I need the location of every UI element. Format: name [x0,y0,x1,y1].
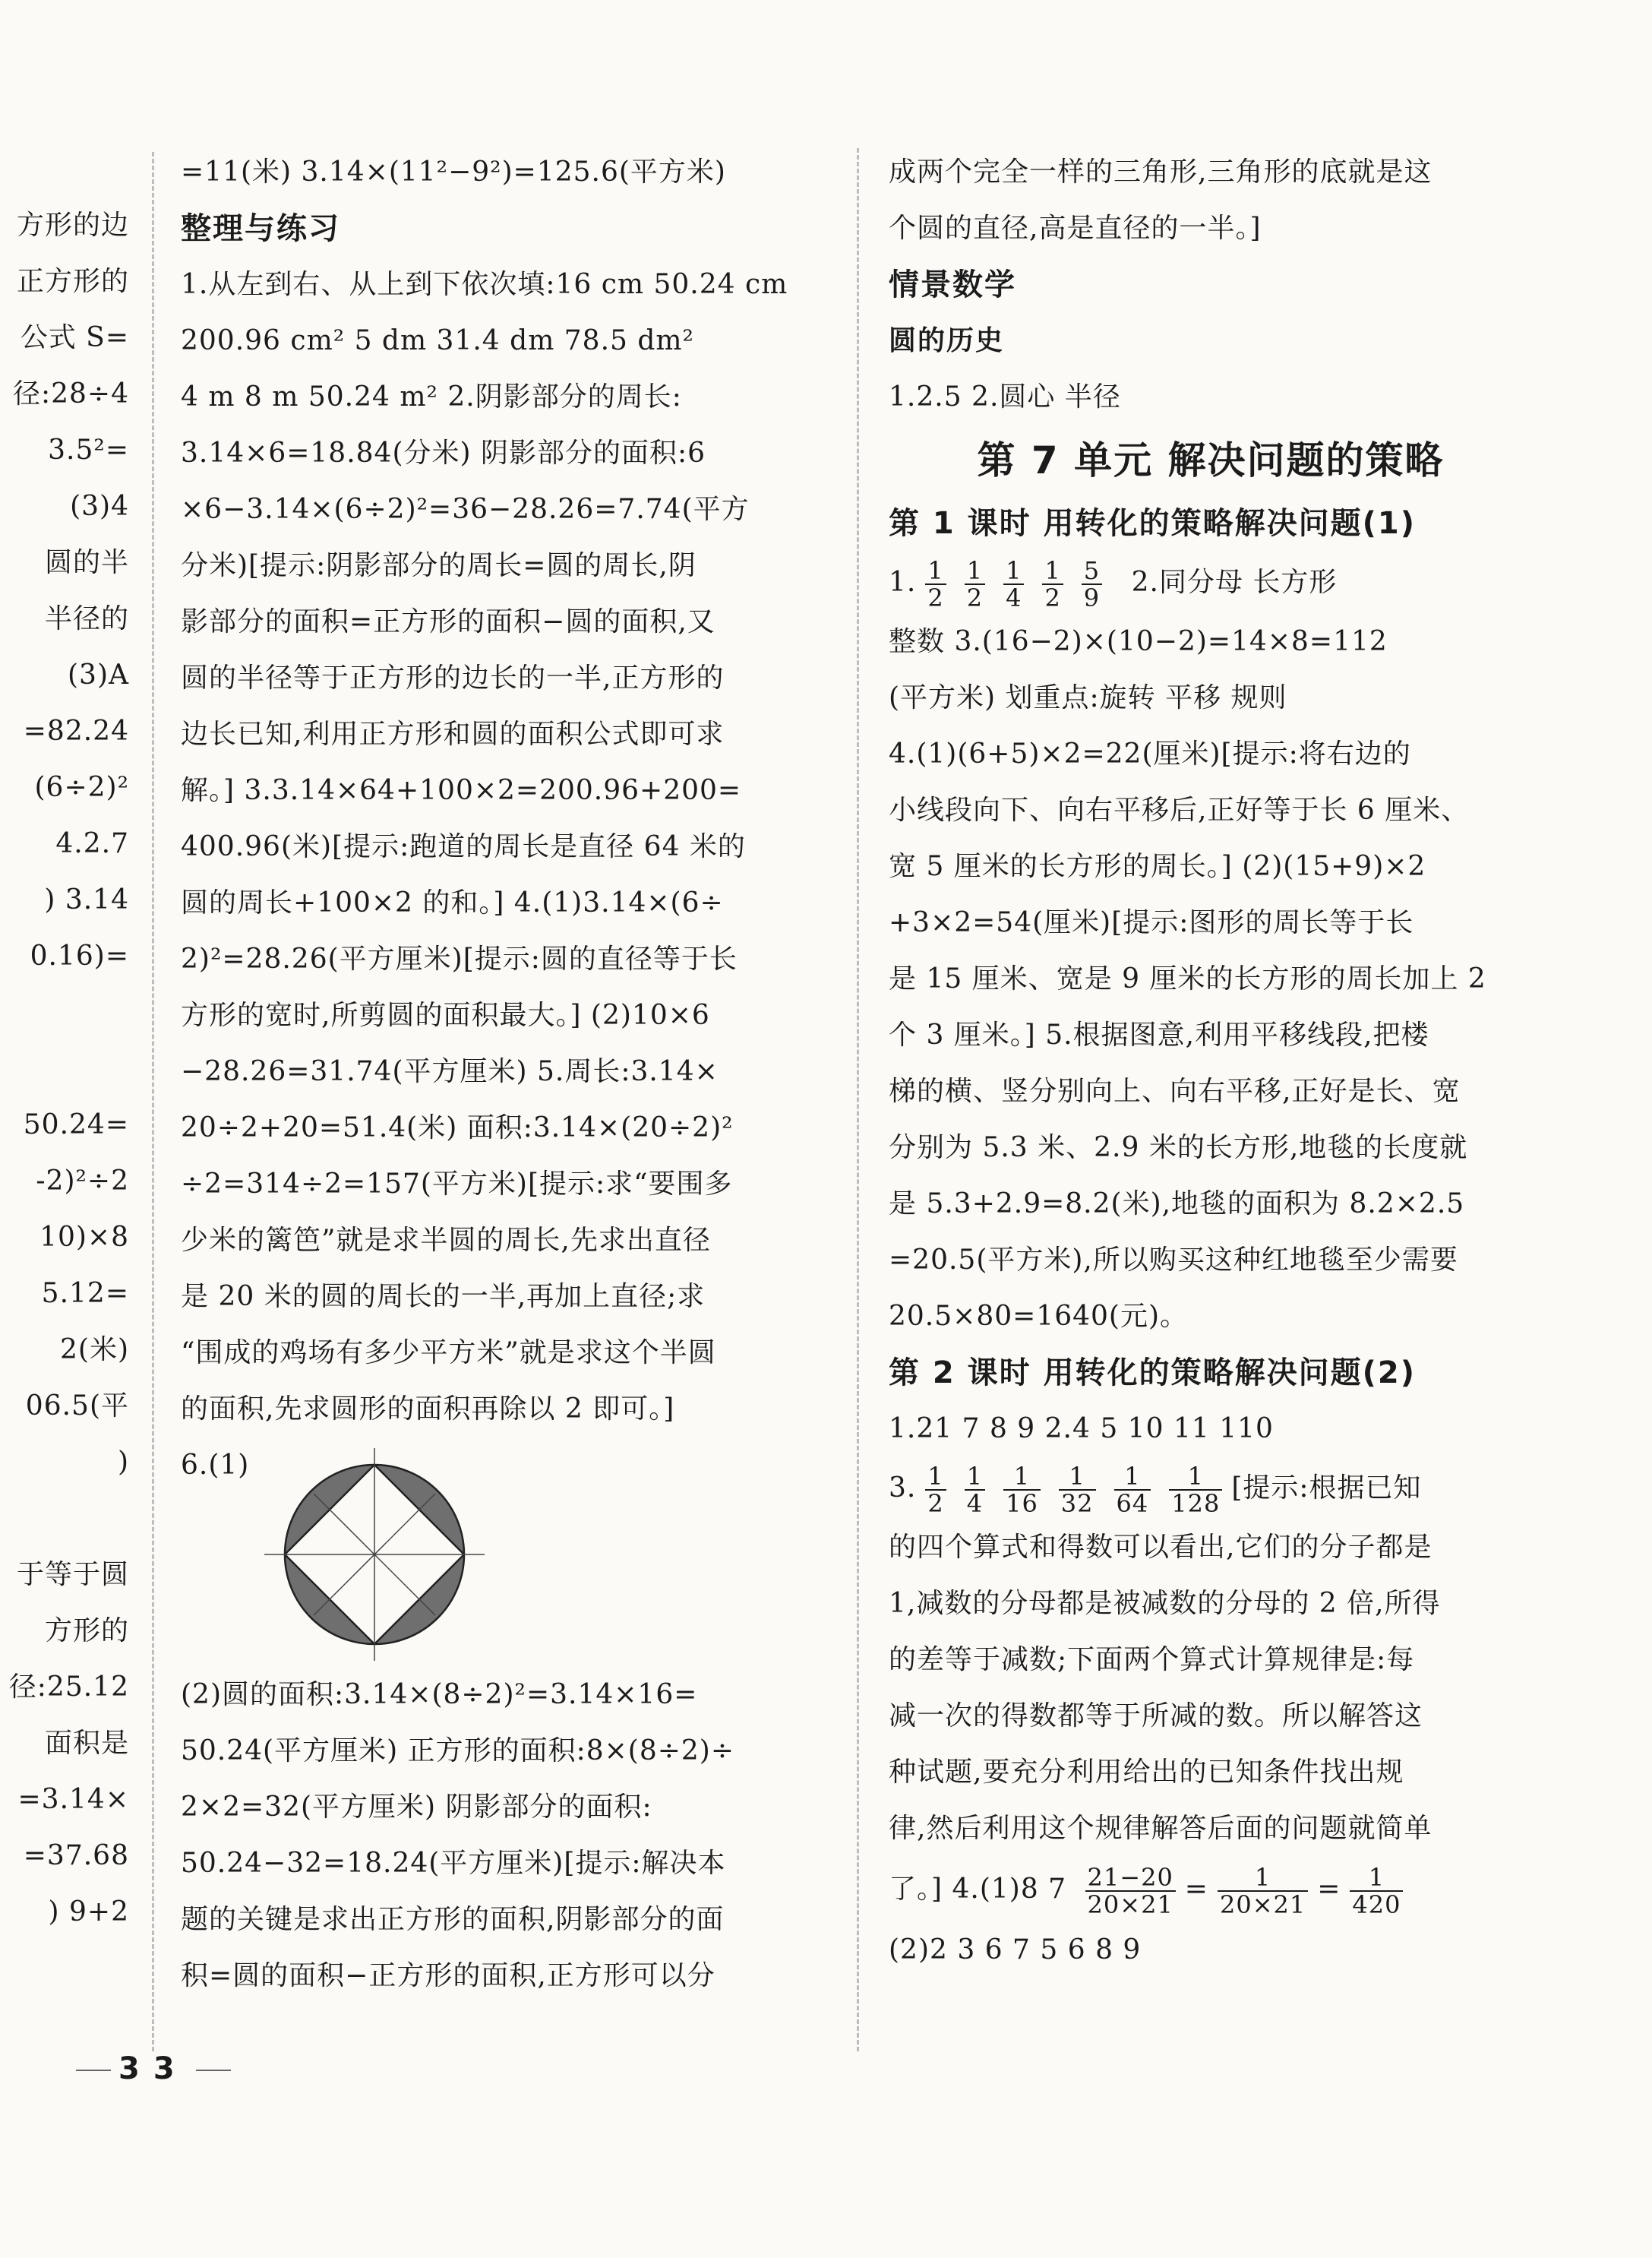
left-fragment-line: ) 9+2 [48,1896,129,1928]
fraction-denominator: 64 [1116,1489,1149,1518]
page-number-dash-left [76,2070,111,2071]
fraction [1003,558,1024,611]
q4-line [889,1857,1533,1922]
middle-answer-line: 3.14×6=18.84(分米) 阴影部分的面积:6 [181,438,706,469]
middle-answer-line: 的面积,先求圆形的面积再除以 2 即可。] [181,1393,675,1425]
lesson2-answer-line: 减一次的得数都等于所减的数。所以解答这 [889,1700,1423,1731]
middle-answer-line: 200.96 cm² 5 dm 31.4 dm 78.5 dm² [181,325,694,356]
subsection-title-history: 圆的历史 [889,325,1005,356]
middle-answer-line: 圆的半径等于正方形的边长的一半,正方形的 [181,663,725,694]
lesson1-q1-fractions [916,556,1111,612]
left-fragment-line: (3)A [68,659,129,691]
page-number-dash-right [196,2070,231,2071]
middle-answer-line: 4 m 8 m 50.24 m² 2.阴影部分的周长: [181,381,682,413]
left-fragment-line: 径:25.12 [8,1671,129,1703]
lesson2-q3-label: 3. [889,1472,917,1504]
left-fragment-line: (6÷2)² [34,772,129,803]
left-fragment-line [0,985,129,1041]
lesson2-answer-line: 的差等于减数;下面两个算式计算规律是:每 [889,1644,1415,1675]
middle-answer-line: 50.24−32=18.24(平方厘米)[提示:解决本 [181,1848,726,1879]
middle-answer-line: 2×2=32(平方厘米) 阴影部分的面积: [181,1792,652,1823]
fraction-denominator: 16 [1006,1489,1038,1518]
left-fragment-line: 径:28÷4 [12,378,129,410]
left-fragment-line [0,1041,129,1097]
q4-fraction-1-numerator: 21−20 [1085,1864,1176,1892]
fraction-numerator: 1 [965,558,985,585]
q4-fraction-2-denominator: 20×21 [1219,1890,1306,1919]
left-fragment-line: 于等于圆 [16,1559,129,1590]
middle-answer-line: 题的关键是求出正方形的面积,阴影部分的面 [181,1904,725,1935]
fraction-numerator: 1 [1042,558,1063,585]
lesson1-answer-line: =20.5(平方米),所以购买这种红地毯至少需要 [889,1244,1458,1276]
middle-answer-line: 边长已知,利用正方形和圆的面积公式即可求 [181,719,725,750]
left-fragment-line: 0.16)= [30,941,129,972]
left-column-fragments [0,198,129,1940]
page-number [68,2051,238,2086]
middle-answer-line: 方形的宽时,所剪圆的面积最大。] (2)10×6 [181,1000,710,1031]
lesson1-answer-line: 宽 5 厘米的长方形的周长。] (2)(15+9)×2 [889,851,1426,882]
middle-answer-line: 解。] 3.3.14×64+100×2=200.96+200= [181,775,742,806]
left-fragment-line: 方形的边 [16,210,129,241]
q4-equals-2: = [1317,1874,1341,1905]
left-fragment-line: ) [117,1447,129,1478]
page-number-text: 33 [118,2051,188,2086]
fraction-numerator: 1 [925,558,946,585]
fraction [1082,558,1102,611]
fraction [965,1463,985,1516]
fraction-numerator: 1 [925,1463,946,1491]
lesson2-answer-line: 1,减数的分母都是被减数的分母的 2 倍,所得 [889,1588,1441,1619]
middle-answer-line: ÷2=314÷2=157(平方米)[提示:求“要围多 [181,1169,733,1200]
lesson1-answer-line: 4.(1)(6+5)×2=22(厘米)[提示:将右边的 [889,738,1411,770]
middle-answer-line: “围成的鸡场有多少平方米”就是求这个半圆 [181,1337,716,1368]
fraction [1059,1463,1096,1516]
fraction [1042,558,1063,611]
left-fragment-line: =37.68 [23,1840,129,1871]
fraction-denominator: 4 [966,1489,984,1518]
left-fragment-line: =3.14× [17,1784,129,1815]
q4-fraction-3-denominator: 420 [1352,1890,1401,1919]
lesson1-answer-line: 是 5.3+2.9=8.2(米),地毯的面积为 8.2×2.5 [889,1188,1465,1219]
fraction-denominator: 2 [966,583,984,612]
section-title-scenario: 情景数学 [889,267,1016,302]
middle-column [181,144,828,2004]
lesson2-q1: 1.21 7 8 9 2.4 5 10 11 110 [889,1413,1274,1444]
middle-answer-line: 积=圆的面积−正方形的面积,正方形可以分 [181,1960,715,1991]
left-fragment-line: -2)²÷2 [36,1165,129,1197]
lesson1-title: 第 1 课时 用转化的策略解决问题(1) [889,506,1417,541]
lesson2-answer-line: 种试题,要充分利用给出的已知条件找出规 [889,1757,1404,1788]
fraction-numerator: 1 [1003,1463,1041,1491]
left-fragment-line: 4.2.7 [55,828,129,859]
left-fragment-line: 10)×8 [39,1222,129,1253]
fraction [925,558,946,611]
circle-square-diagram [264,1448,485,1661]
lesson1-q1-line [889,552,1533,614]
fraction-denominator: 2 [927,583,944,612]
fraction-numerator: 1 [965,1463,985,1491]
left-fragment-line: 半径的 [44,603,129,634]
right-column [889,144,1533,1978]
q4-fraction-2 [1218,1864,1308,1918]
middle-answer-line: 是 20 米的圆的周长的一半,再加上直径;求 [181,1281,706,1312]
fraction-denominator: 2 [927,1489,944,1518]
lesson1-q1-tail: 2.同分母 长方形 [1131,567,1338,598]
left-fragment-line: 06.5(平 [25,1390,129,1422]
fraction-numerator: 5 [1082,558,1102,585]
fraction [925,1463,946,1516]
left-fragment-line: (3)4 [70,491,129,522]
fraction-denominator: 2 [1044,583,1061,612]
right-top-lines [889,144,1533,257]
lesson2-q3-tail: [提示:根据已知 [1231,1472,1422,1504]
middle-answer-line: (2)圆的面积:3.14×(8÷2)²=3.14×16= [181,1679,698,1710]
section-title-review: 整理与练习 [181,211,340,246]
lesson1-answer-lines [889,614,1533,1345]
fraction [965,558,985,611]
middle-answer-line: ×6−3.14×(6÷2)²=36−28.26=7.74(平方 [181,494,750,525]
middle-answer-line: 1.从左到右、从上到下依次填:16 cm 50.24 cm [181,269,788,300]
q4-fraction-2-numerator: 1 [1218,1864,1308,1892]
right-top-line: 成两个完全一样的三角形,三角形的底就是这 [889,157,1432,188]
fraction-denominator: 32 [1060,1489,1094,1518]
lesson1-answer-line: 个 3 厘米。] 5.根据图意,利用平移线段,把楼 [889,1020,1429,1051]
middle-answer-line: 2)²=28.26(平方厘米)[提示:圆的直径等于长 [181,944,738,975]
lesson1-answer-line: (平方米) 划重点:旋转 平移 规则 [889,682,1287,713]
lesson1-q1-label: 1. [889,567,917,598]
lesson2-answer-line: 律,然后利用这个规律解答后面的问题就简单 [889,1813,1432,1844]
left-fragment-line [0,1491,129,1547]
lesson2-answer-line: 的四个算式和得数可以看出,它们的分子都是 [889,1532,1432,1563]
middle-answer-line: 圆的周长+100×2 的和。] 4.(1)3.14×(6÷ [181,887,724,919]
middle-answer-line: 少米的篱笆”就是求半圆的周长,先求出直径 [181,1225,711,1256]
left-fragment-line: ) 3.14 [44,884,129,916]
middle-answer-line: −28.26=31.74(平方厘米) 5.周长:3.14× [181,1056,719,1087]
left-fragment-line: 圆的半 [44,547,129,578]
column-divider-right [857,148,859,2051]
left-fragment-line: 3.5²= [48,435,129,466]
middle-answer-lines [181,257,828,1437]
q4-fraction-3-numerator: 1 [1350,1864,1403,1892]
lesson1-answer-line: 20.5×80=1640(元)。 [889,1301,1188,1332]
middle-answer-line: 分米)[提示:阴影部分的周长=圆的周长,阴 [181,550,696,581]
unit-title: 第 7 单元 解决问题的策略 [977,438,1445,482]
left-fragment-line: =82.24 [23,716,129,747]
q4-fraction-3 [1350,1864,1403,1918]
q4-equals-1: = [1184,1874,1208,1905]
lesson1-answer-line: 分别为 5.3 米、2.9 米的长方形,地毯的长度就 [889,1132,1468,1163]
left-fragment-line: 正方形的 [16,266,129,297]
lesson2-title: 第 2 课时 用转化的策略解决问题(2) [889,1355,1417,1390]
column-divider-left [152,152,154,2051]
fraction-denominator: 128 [1171,1489,1221,1518]
middle-answer-line: 影部分的面积=正方形的面积−圆的面积,又 [181,606,715,637]
lesson1-answer-line: 整数 3.(16−2)×(10−2)=14×8=112 [889,626,1388,657]
middle-answer-line: 20÷2+20=51.4(米) 面积:3.14×(20÷2)² [181,1112,734,1143]
fraction-denominator: 4 [1006,583,1022,612]
fraction-numerator: 1 [1169,1463,1222,1491]
history-answer: 1.2.5 2.圆心 半径 [889,381,1121,413]
left-fragment-line: 面积是 [44,1728,129,1759]
q6-label: 6.(1) [181,1450,250,1481]
q4-fraction-1-denominator: 20×21 [1087,1890,1173,1919]
left-fragment-line: 方形的 [44,1615,129,1646]
lesson2-answer-lines [889,1520,1533,1857]
lesson2-q3-fractions [916,1462,1231,1518]
fraction-numerator: 1 [1059,1463,1096,1491]
lesson1-answer-line: 是 15 厘米、宽是 9 厘米的长方形的周长加上 2 [889,963,1486,995]
middle-answer-line: 50.24(平方厘米) 正方形的面积:8×(8÷2)÷ [181,1735,735,1766]
middle-answer-lines-after [181,1667,828,2004]
lesson1-answer-line: 梯的横、竖分别向上、向右平移,正好是长、宽 [889,1076,1461,1107]
right-top-line: 个圆的直径,高是直径的一半。] [889,213,1262,244]
left-fragment-line: 5.12= [41,1278,129,1309]
left-fragment-line: 公式 S= [20,322,129,353]
q4-fraction-1 [1085,1864,1176,1918]
fraction [1169,1463,1222,1516]
middle-top-line: =11(米) 3.14×(11²−9²)=125.6(平方米) [181,157,726,188]
fraction-numerator: 1 [1003,558,1024,585]
middle-answer-line: 400.96(米)[提示:跑道的周长是直径 64 米的 [181,831,746,862]
fraction-numerator: 1 [1114,1463,1151,1491]
left-fragment-line: 2(米) [60,1334,129,1365]
fraction-denominator: 9 [1083,583,1101,612]
lesson2-q3-line [889,1457,1533,1520]
lesson1-answer-line: +3×2=54(厘米)[提示:图形的周长等于长 [889,907,1414,938]
q4-prefix: 了。] 4.(1)8 7 [889,1874,1067,1905]
q4-part2: (2)2 3 6 7 5 6 8 9 [889,1934,1142,1965]
left-fragment-line: 50.24= [23,1109,129,1140]
diagram-shapes [264,1448,485,1661]
lesson1-answer-line: 小线段向下、向右平移后,正好等于长 6 厘米、 [889,795,1470,826]
fraction [1114,1463,1151,1516]
fraction [1003,1463,1041,1516]
